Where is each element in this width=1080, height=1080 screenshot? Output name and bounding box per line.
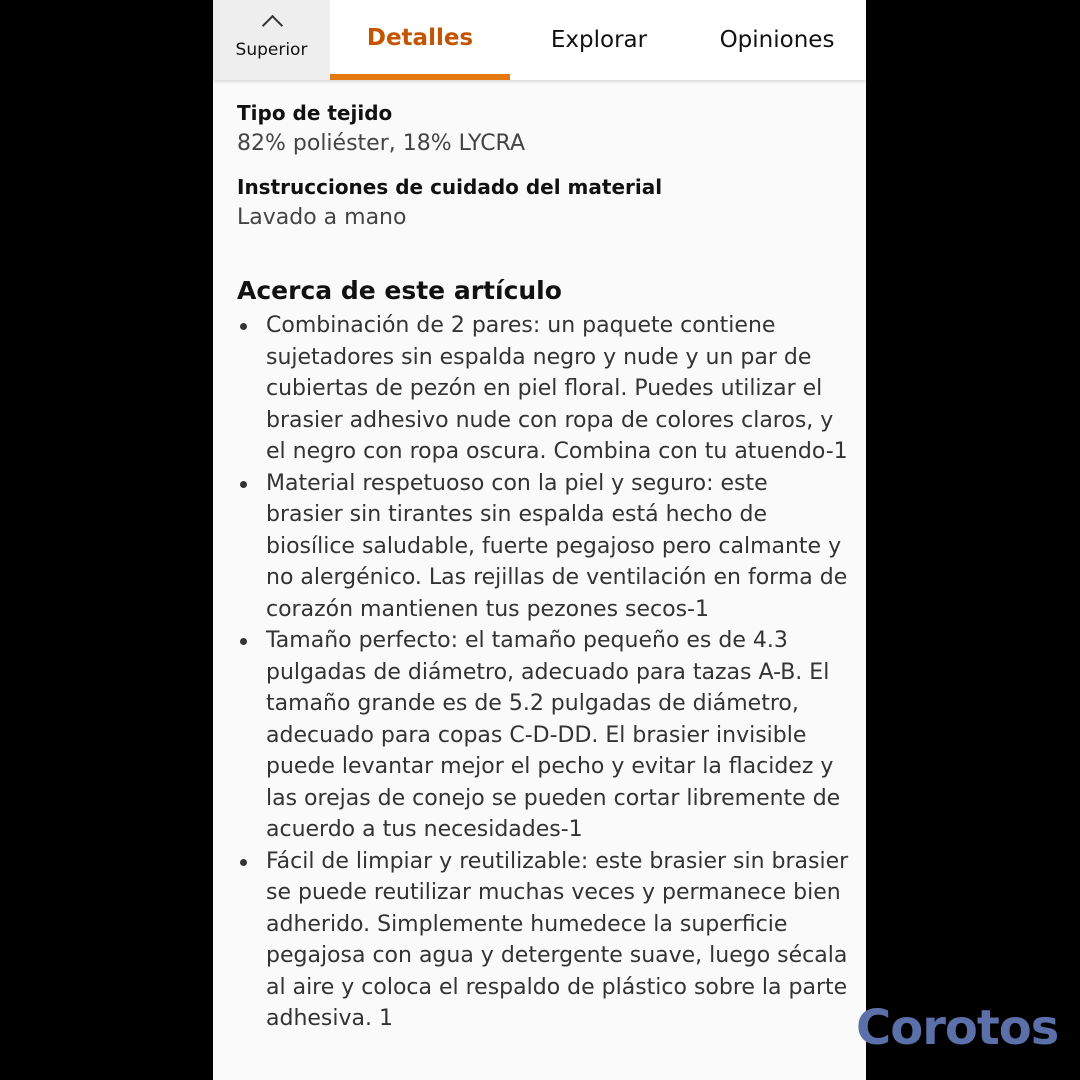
list-item: [237, 846, 849, 1035]
list-item: [237, 468, 849, 626]
tab-label: Detalles: [366, 25, 474, 51]
active-tab-indicator: [330, 74, 510, 80]
bullet-icon: [240, 481, 247, 488]
tab-label: Opiniones: [719, 27, 835, 53]
watermark-logo: Corotos: [856, 1000, 1059, 1056]
tab-explorar[interactable]: [510, 0, 688, 80]
about-item-list: [237, 310, 849, 1035]
list-item: [237, 625, 849, 846]
tab-bar: [213, 0, 866, 80]
tab-opiniones[interactable]: [688, 0, 866, 80]
bullet-icon: [240, 859, 247, 866]
about-item-title: Acerca de este artículo: [237, 276, 562, 305]
scroll-top-label: Superior: [235, 40, 308, 60]
bullet-icon: [240, 638, 247, 645]
bullet-text: Material respetuoso con la piel y seguro: este brasier sin tirantes sin espalda está hecho de biosílice saludable, fuerte pegajoso pero calmante y no alergénico. Las rejillas de ventilación en forma de corazón mantienen tus pezones secos-1: [266, 470, 848, 622]
list-item: [237, 310, 849, 468]
bullet-text: Fácil de limpiar y reutilizable: este brasier sin brasier se puede reutilizar muchas veces y permanece bien adherido. Simplemente humedece la superficie pegajosa con agua y detergente suave, luego sécala al aire y coloca el respaldo de plástico sobre la parte adhesiva. 1: [266, 848, 849, 1031]
bullet-icon: [240, 323, 247, 330]
product-details: [237, 98, 849, 1035]
care-instructions-label: Instrucciones de cuidado del material: [237, 175, 663, 199]
bullet-text: Tamaño perfecto: el tamaño pequeño es de 4.3 pulgadas de diámetro, adecuado para tazas A-B. El tamaño grande es de 5.2 pulgadas de diámetro, adecuado para copas C-D-DD. El brasier invisible puede levantar mejor el pecho y evitar la flacidez y las orejas de conejo se pueden cortar libremente de acuerdo a tus necesidades-1: [266, 628, 841, 842]
tab-detalles[interactable]: [330, 0, 510, 80]
bullet-text: Combinación de 2 pares: un paquete contiene sujetadores sin espalda negro y nude y un par de cubiertas de pezón en piel floral. Puedes utilizar el brasier adhesivo nude con ropa de colores claros, y el negro con ropa oscura. Combina con tu atuendo-1: [266, 313, 848, 464]
fabric-type-label: Tipo de tejido: [237, 101, 393, 125]
tab-label: Explorar: [550, 27, 648, 53]
fabric-type-value: 82% poliéster, 18% LYCRA: [237, 131, 525, 156]
care-instructions-value: Lavado a mano: [237, 205, 407, 230]
app-screen: [213, 0, 866, 1080]
chevron-up-icon: [261, 15, 282, 36]
scroll-top-button[interactable]: [213, 0, 330, 80]
